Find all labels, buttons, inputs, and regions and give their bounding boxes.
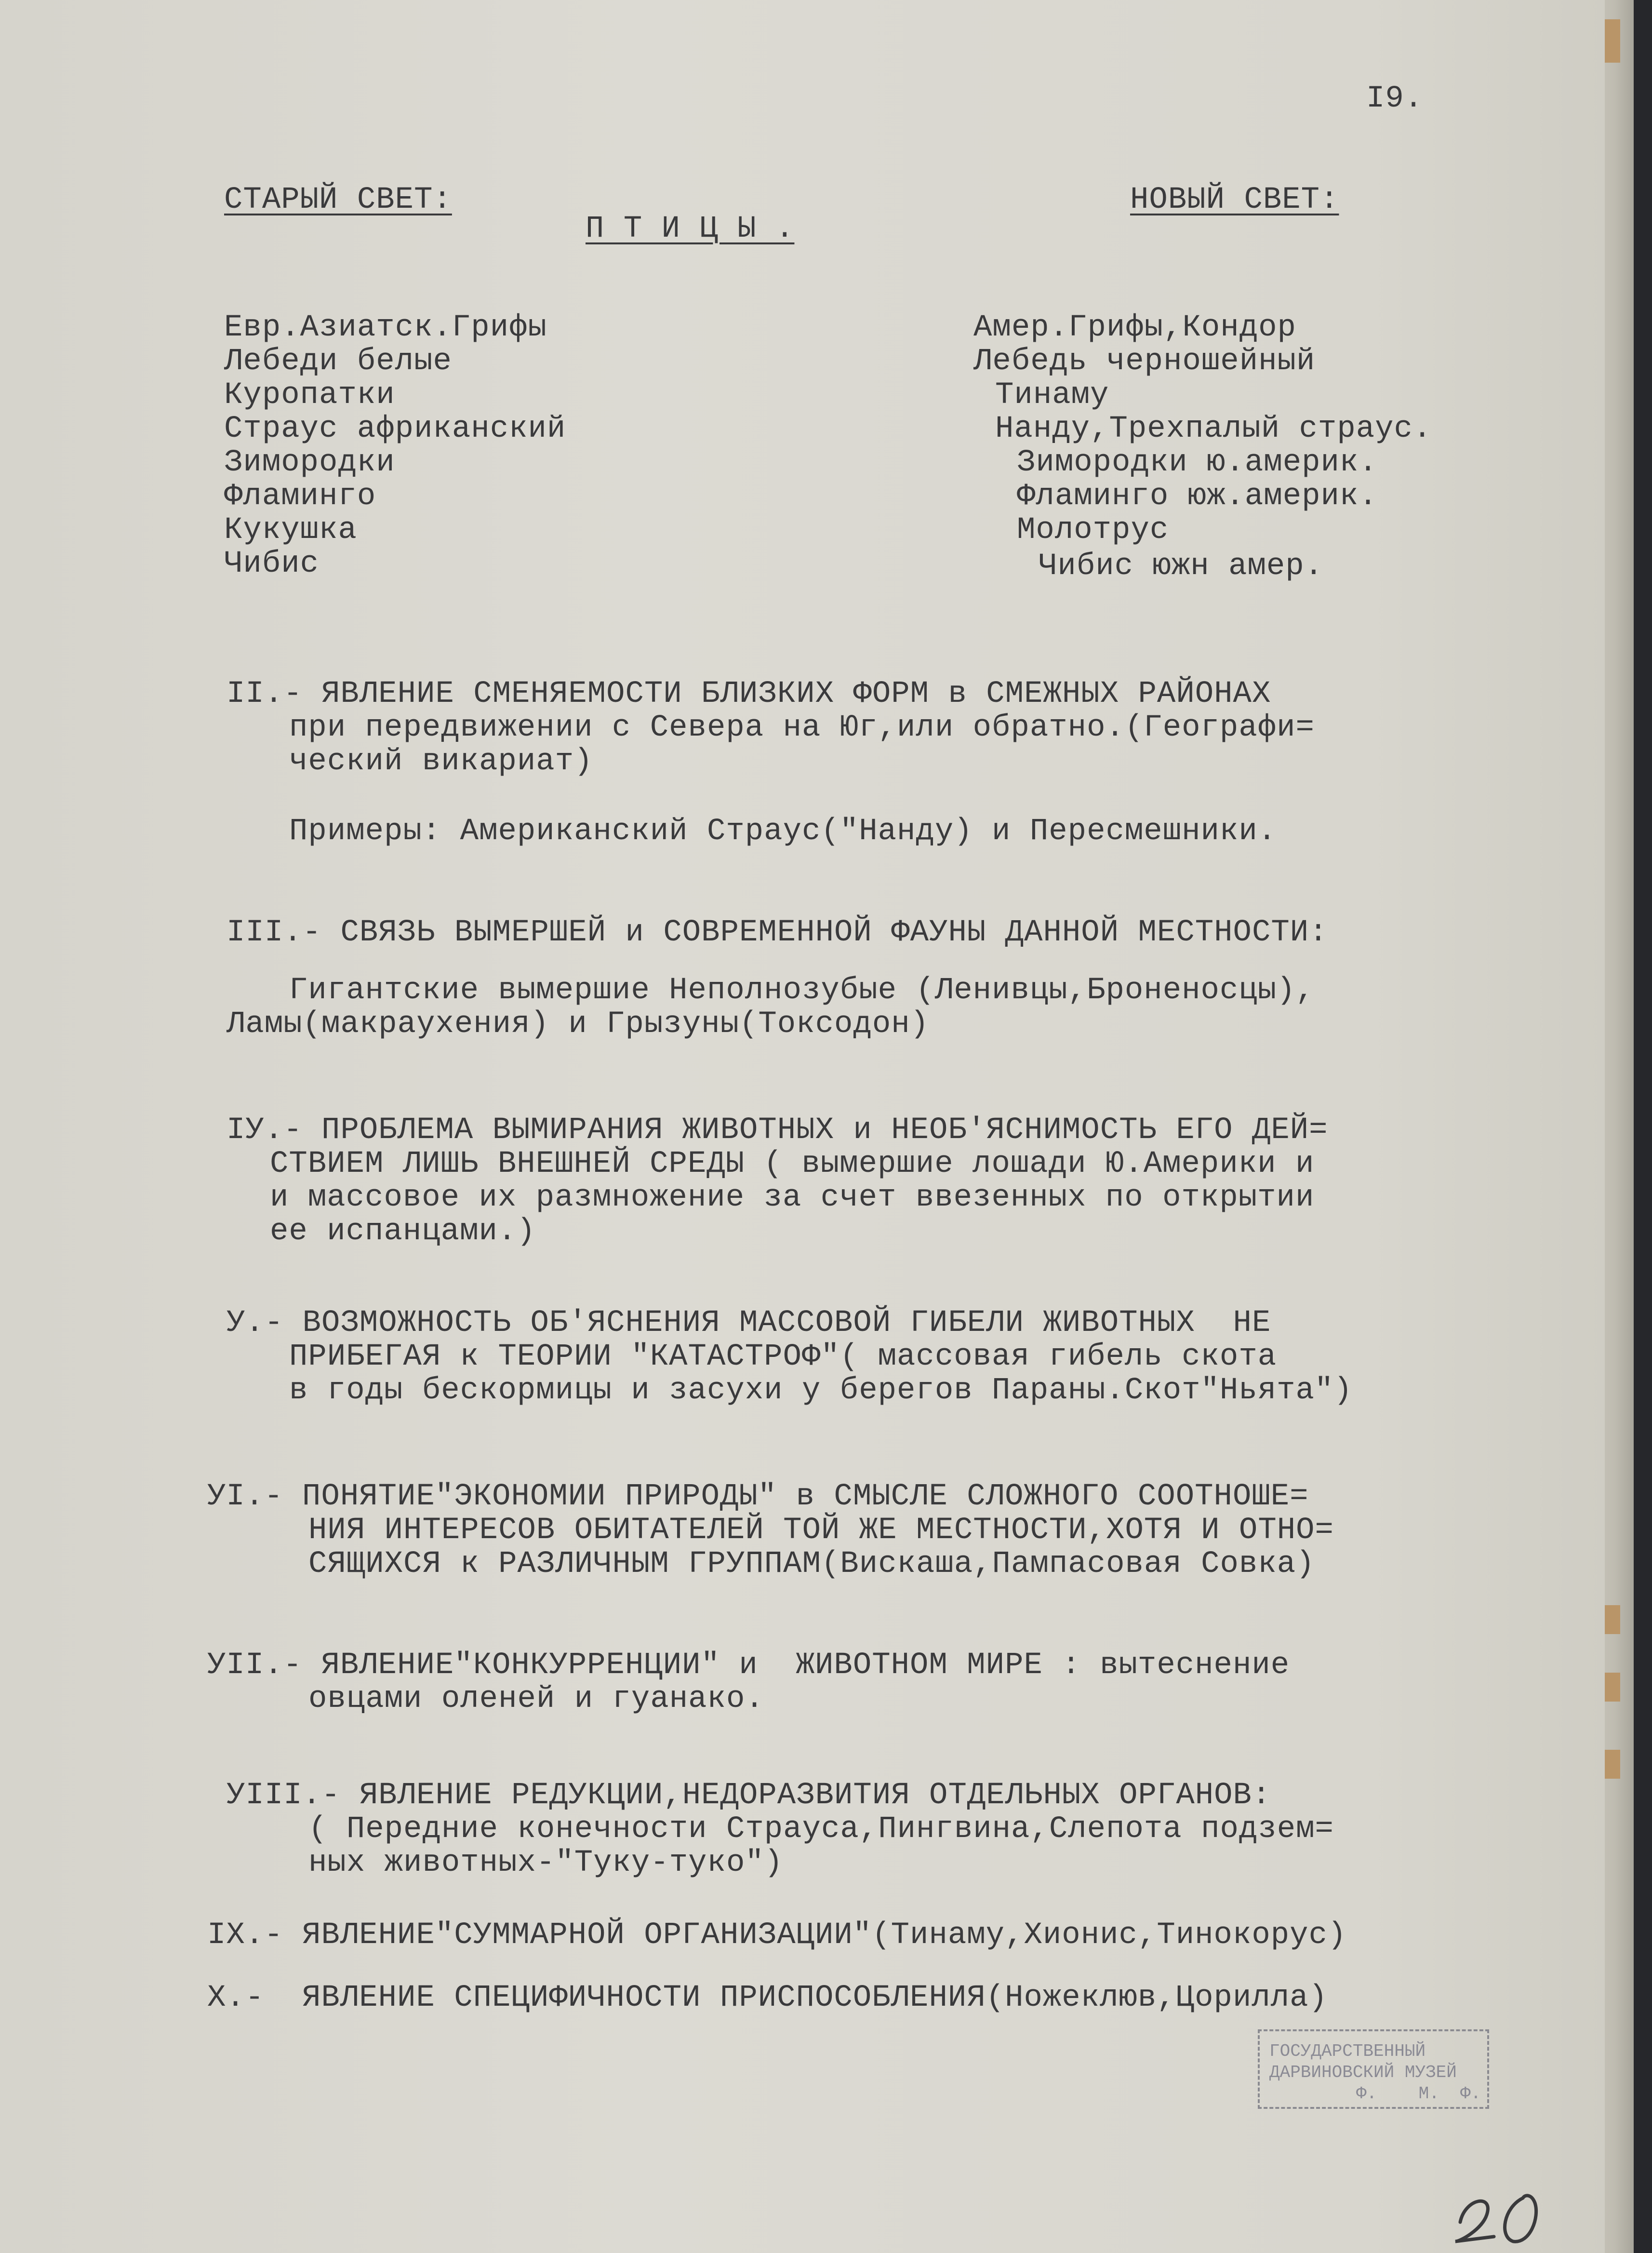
section-line: ПРИБЕГАЯ к ТЕОРИИ "КАТАСТРОФ"( массовая гибель скота (289, 1340, 1277, 1374)
list-item: Молотрус (1017, 513, 1169, 548)
section-heading: II.- ЯВЛЕНИЕ СМЕНЯЕМОСТИ БЛИЗКИХ ФОРМ в СМЕЖНЫХ РАЙОНАХ (226, 677, 1271, 711)
section-line: ее испанцами.) (270, 1214, 536, 1249)
section-heading: УIII.- ЯВЛЕНИЕ РЕДУКЦИИ,НЕДОРАЗВИТИЯ ОТДЕЛЬНЫХ ОРГАНОВ: (226, 1778, 1271, 1813)
list-item: Кукушка (224, 513, 357, 548)
list-item: Тинаму (995, 378, 1109, 413)
document-title: П Т И Ц Ы . (586, 212, 795, 246)
section-line: СТВИЕМ ЛИШЬ ВНЕШНЕЙ СРЕДЫ ( вымершие лошади Ю.Америки и (270, 1147, 1315, 1181)
section-line: НИЯ ИНТЕРЕСОВ ОБИТАТЕЛЕЙ ТОЙ ЖЕ МЕСТНОСТИ,ХОТЯ И ОТНО= (308, 1513, 1334, 1548)
handwritten-folio-number (1441, 2164, 1557, 2251)
list-item: Зимородки ю.америк. (1017, 445, 1378, 480)
heading-old-world: СТАРЫЙ СВЕТ: (224, 183, 452, 217)
list-item: Чибис южн амер. (1039, 549, 1324, 584)
section-line: в годы бескормицы и засухи у берегов Параны.Скот"Ньята") (289, 1373, 1353, 1408)
stamp-line: Ф. М. Ф. (1356, 2084, 1481, 2104)
section-heading: УI.- ПОНЯТИЕ"ЭКОНОМИИ ПРИРОДЫ" в СМЫСЛЕ СЛОЖНОГО СООТНОШЕ= (207, 1479, 1309, 1514)
section-example: Примеры: Американский Страус("Нанду) и Пересмешники. (289, 814, 1277, 849)
section-line: Ламы(макраухения) и Грызуны(Токсодон) (226, 1007, 930, 1042)
list-item: Чибис (224, 547, 320, 581)
section-heading: У.- ВОЗМОЖНОСТЬ ОБ'ЯСНЕНИЯ МАССОВОЙ ГИБЕЛИ ЖИВОТНЫХ НЕ (226, 1306, 1271, 1341)
section-9: IX.- ЯВЛЕНИЕ"СУММАРНОЙ ОРГАНИЗАЦИИ"(Тинаму,Хионис,Тинокорус) (207, 1918, 1347, 1953)
section-10: X.- ЯВЛЕНИЕ СПЕЦИФИЧНОСТИ ПРИСПОСОБЛЕНИЯ(Ножеклюв,Цорилла) (207, 1981, 1328, 2015)
list-item: Куропатки (224, 378, 395, 413)
list-item: Евр.Азиатск.Грифы (224, 310, 547, 345)
page-number: I9. (1366, 81, 1424, 116)
section-line: при передвижении с Севера на Юг,или обратно.(Географи= (289, 711, 1315, 745)
section-line: Гигантские вымершие Неполнозубые (Ленивцы,Броненосцы), (289, 973, 1315, 1008)
section-heading: III.- СВЯЗЬ ВЫМЕРШЕЙ и СОВРЕМЕННОЙ ФАУНЫ ДАННОЙ МЕСТНОСТИ: (226, 915, 1328, 950)
list-item: Страус африканский (224, 412, 566, 446)
section-line: ( Передние конечности Страуса,Пингвина,Слепота подзем= (308, 1812, 1334, 1847)
section-line: овцами оленей и гуанако. (308, 1682, 764, 1717)
list-item: Фламинго юж.америк. (1017, 479, 1378, 514)
section-line: ных животных-"Туку-туко") (308, 1846, 784, 1880)
section-line: СЯЩИХСЯ к РАЗЛИЧНЫМ ГРУППАМ(Вискаша,Пампасовая Совка) (308, 1547, 1315, 1582)
list-item: Лебеди белые (224, 344, 452, 379)
section-heading: IУ.- ПРОБЛЕМА ВЫМИРАНИЯ ЖИВОТНЫХ и НЕОБ'ЯСНИМОСТЬ ЕГО ДЕЙ= (226, 1113, 1328, 1148)
section-line: и массовое их размножение за счет ввезенных по открытии (270, 1180, 1315, 1215)
stamp-line: ДАРВИНОВСКИЙ МУЗЕЙ (1269, 2063, 1457, 2082)
heading-new-world: НОВЫЙ СВЕТ: (1130, 183, 1339, 217)
list-item: Фламинго (224, 479, 376, 514)
list-item: Зимородки (224, 445, 395, 480)
stamp-line: ГОСУДАРСТВЕННЫЙ (1269, 2041, 1426, 2061)
archive-stamp (1258, 2029, 1489, 2109)
section-line: ческий викариат) (289, 744, 593, 779)
list-item: Лебедь черношейный (973, 344, 1316, 379)
list-item: Нанду,Трехпалый страус. (995, 412, 1432, 446)
list-item: Амер.Грифы,Кондор (973, 310, 1296, 345)
section-heading: УII.- ЯВЛЕНИЕ"КОНКУРРЕНЦИИ" и ЖИВОТНОМ МИРЕ : вытеснение (207, 1648, 1290, 1683)
